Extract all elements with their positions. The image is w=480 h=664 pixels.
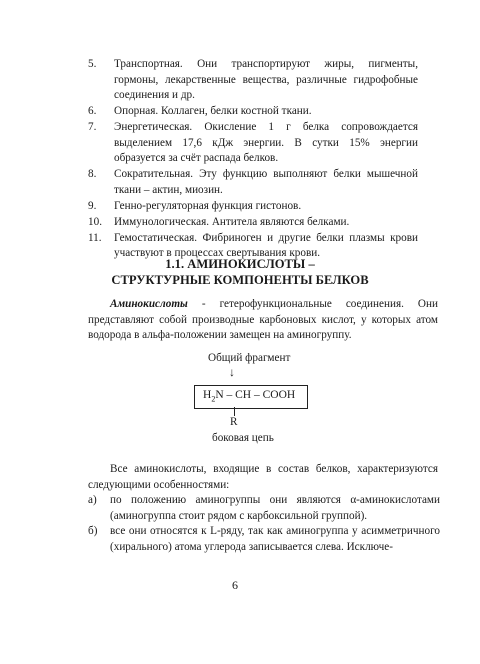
general-formula bbox=[203, 389, 295, 403]
list-item-number: 9. bbox=[88, 199, 97, 212]
list-item-number: 5. bbox=[88, 58, 97, 70]
list-item bbox=[88, 524, 440, 555]
list-item-number: 10. bbox=[88, 215, 102, 228]
functions-list bbox=[88, 57, 418, 262]
definition-term: Аминокислоты bbox=[110, 298, 188, 310]
list-item-text: Опорная. Коллаген, белки костной ткани. bbox=[114, 105, 312, 117]
list-item-number: 11. bbox=[88, 231, 102, 244]
formula-h: H bbox=[203, 389, 212, 401]
list-item-text: Энергетическая. Окисление 1 г белка сопровождается выделением 17,6 кДж энергии. В сутки 15% энергии образуется за счёт распада белков. bbox=[114, 121, 418, 164]
list-item bbox=[88, 493, 440, 524]
list-item bbox=[88, 199, 418, 215]
list-item-number: 6. bbox=[88, 105, 97, 117]
list-item bbox=[88, 104, 418, 120]
formula-rest: N – CH – COOH bbox=[215, 389, 296, 401]
formula-subscript: 2 bbox=[211, 394, 216, 404]
list-item bbox=[88, 167, 418, 198]
list-item bbox=[88, 120, 418, 167]
list-item-number: 7. bbox=[88, 121, 97, 133]
section-heading-line-1: 1.1. АМИНОКИСЛОТЫ – bbox=[165, 257, 315, 271]
properties-intro: Все аминокислоты, входящие в состав белков, характеризуются следующими особенностями: bbox=[88, 463, 438, 491]
list-item-text: Транспортная. Они транспортируют жиры, пигменты, гормоны, лекарственные вещества, различные гидрофобные соединения и др. bbox=[114, 58, 418, 101]
list-item-text: Генно-регуляторная функция гистонов. bbox=[114, 199, 302, 212]
fragment-label: Общий фрагмент bbox=[208, 352, 291, 364]
list-item-text: Гемостатическая. Фибриноген и другие белки плазмы крови участвуют в процессах свертывания крови. bbox=[114, 231, 418, 259]
side-chain-label: боковая цепь bbox=[212, 432, 274, 444]
list-item-text: по положению аминогруппы они являются α-аминокислотами (аминогруппа стоит рядом с карбоксильной группой). bbox=[110, 494, 440, 522]
list-item-marker: б) bbox=[88, 525, 98, 537]
list-item-text: Сократительная. Эту функцию выполняют белки мышечной ткани – актин, миозин. bbox=[114, 168, 418, 196]
radical-label: R bbox=[230, 416, 238, 428]
list-item bbox=[88, 215, 418, 231]
down-arrow-icon: ↓ bbox=[229, 365, 235, 379]
section-heading-line-2: СТРУКТУРНЫЕ КОМПОНЕНТЫ БЕЛКОВ bbox=[111, 273, 369, 287]
list-item bbox=[88, 57, 418, 104]
list-item-text: Иммунологическая. Антитела являются белками. bbox=[114, 215, 350, 228]
definition-paragraph bbox=[88, 297, 438, 344]
list-item-number: 8. bbox=[88, 168, 97, 180]
list-item-text: все они относятся к L-ряду, так как аминогруппа у асимметричного (хирального) атома углерода записывается слева. Исключе- bbox=[110, 525, 440, 553]
definition-text: - гетерофункциональные соединения. Они представляют собой производные карбоновых кислот, у которых атом водорода в альфа-положении замещен на аминогруппу. bbox=[88, 298, 438, 341]
bond-line bbox=[234, 407, 235, 416]
list-item-marker: а) bbox=[88, 494, 97, 506]
page-number: 6 bbox=[232, 578, 238, 592]
